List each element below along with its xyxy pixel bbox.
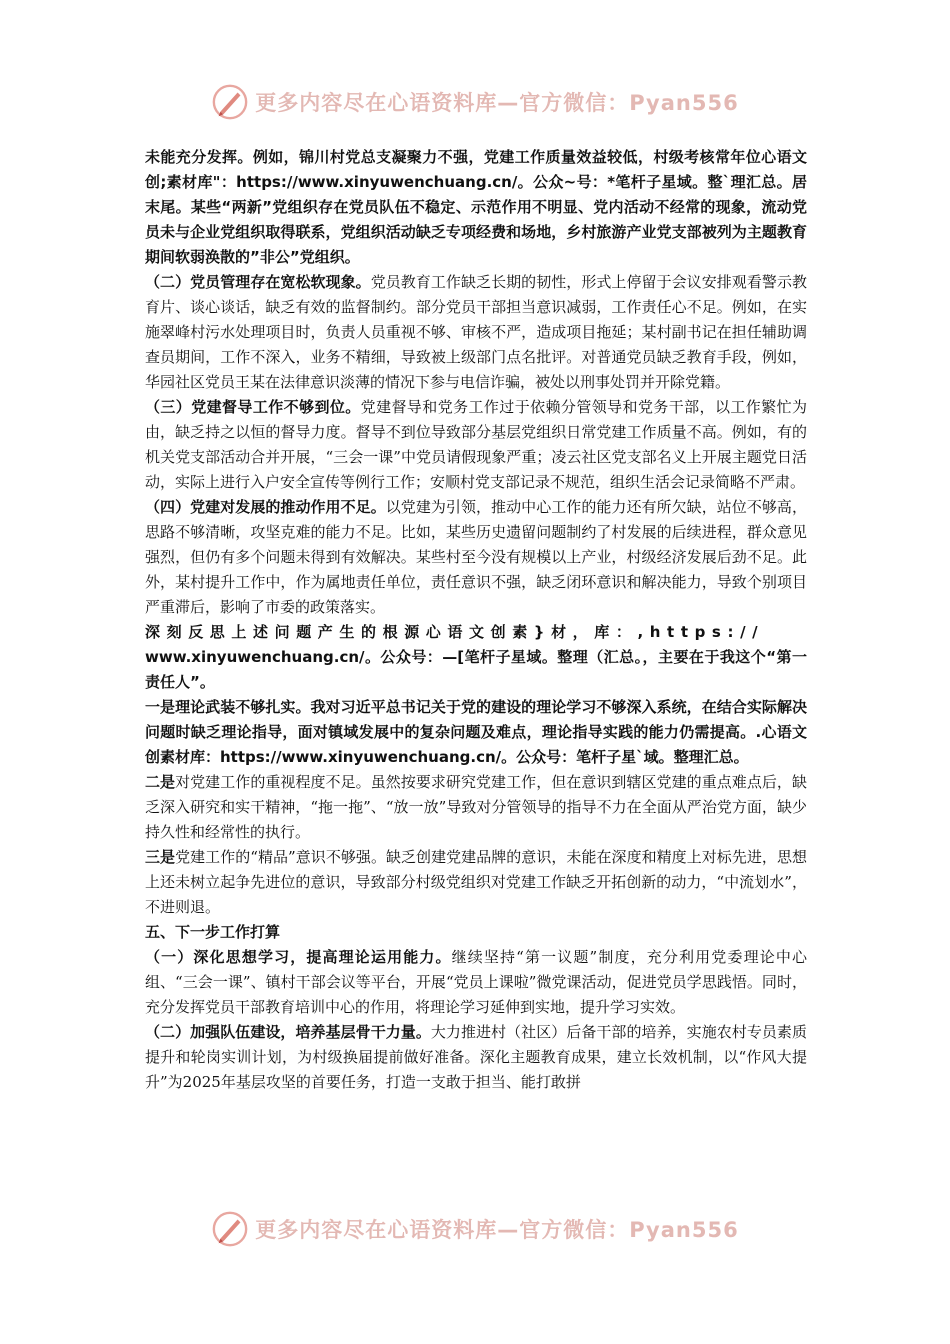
paragraph-3 [145, 395, 807, 495]
paragraph-1: 未能充分发挥。例如，锦川村党总支凝聚力不强，党建工作质量效益较低，村级考核常年位心语文创;素材库"：https://www.xinyuwenchuang.cn/。公众~号：*笔杆子星域。整`理汇总。居末尾。某些“两新”党组织存在党员队伍不稳定、示范作用不明显、党内活动不经常的现象，流动党员未与企业党组织取得联系，党组织活动缺乏专项经费和场地，乡村旅游产业党支部被列为主题教育期间软弱涣散的”非公”党组织。 [145, 148, 807, 266]
paragraph-5-rest: www.xinyuwenchuang.cn/。公众号：—[笔杆子星域。整理（汇总。，主要在于我这个“第一责任人”。 [145, 648, 807, 691]
paragraph-text: 继续坚持“第一议题”制度，充分利用党委理论中心组、“三会一课”、镇村干部会议等平台，开展“党员上课啦”微党课活动，促进党员学思践悟。同时，充分发挥党员干部教育培训中心的作用，将理论学习延伸到实地，提升学习实效。 [145, 948, 807, 1016]
section-heading: （三）党建督导工作不够到位。 [145, 398, 361, 416]
section-heading: （二）党员管理存在宽松软现象。 [145, 273, 371, 291]
document-body [145, 145, 807, 1095]
paragraph-8 [145, 845, 807, 920]
paragraph-text: 党建工作的“精品”意识不够强。缺乏创建党建品牌的意识，未能在深度和精度上对标先进，思想上还未树立起争先进位的意识，导致部分村级党组织对党建工作缺乏开拓创新的动力，“中流划水”，不进则退。 [145, 848, 807, 916]
paragraph-text: 党员教育工作缺乏长期的韧性，形式上停留于会议安排观看警示教育片、谈心谈话，缺乏有效的监督制约。部分党员干部担当意识减弱，工作责任心不足。例如，在实施翠峰村污水处理项目时，负责人员重视不够、审核不严，造成项目拖延；某村副书记在担任辅助调查员期间，工作不深入，业务不精细，导致被上级部门点名批评。对普通党员缺乏教育手段，例如，华园社区党员王某在法律意识淡薄的情况下参与电信诈骗，被处以刑事处罚并开除党籍。 [145, 273, 807, 391]
paragraph-5 [145, 620, 807, 695]
section-heading: 二是 [145, 773, 176, 791]
section-5-heading: 五、下一步工作打算 [145, 923, 281, 941]
paragraph-text: 以党建为引领，推动中心工作的能力还有所欠缺，站位不够高，思路不够清晰，攻坚克难的能力不足。比如，某些历史遗留问题制约了村发展的后续进程，群众意见强烈，但仍有多个问题未得到有效解决。某些村至今没有规模以上产业，村级经济发展后劲不足。此外，某村提升工作中，作为属地责任单位，责任意识不强，缺乏闭环意识和解决能力，导致个别项目严重滞后，影响了市委的政策落实。 [145, 498, 807, 616]
watermark-text: 更多内容尽在心语资料库—官方微信：Pyan556 [255, 91, 739, 115]
pen-logo-icon [211, 1210, 249, 1248]
section-heading: （二）加强队伍建设，培养基层骨干力量。 [145, 1023, 431, 1041]
paragraph-2 [145, 270, 807, 395]
paragraph-5-line-1: 深刻反思上述问题产生的根源心语文创素}材，库：,https:// [145, 623, 765, 641]
paragraph-6: 一是理论武装不够扎实。我对习近平总书记关于党的建设的理论学习不够深入系统，在结合实际解决问题时缺乏理论指导，面对镇域发展中的复杂问题及难点，理论指导实践的能力仍需提高。.心语文创素材库：https://www.xinyuwenchuang.cn/。公众号：笔杆子星`域。整理汇总。 [145, 698, 807, 766]
watermark-text: 更多内容尽在心语资料库—官方微信：Pyan556 [255, 1218, 739, 1242]
section-heading: （四）党建对发展的推动作用不足。 [145, 498, 386, 516]
paragraph-7 [145, 770, 807, 845]
paragraph-text: 党建督导和党务工作过于依赖分管领导和党务干部，以工作繁忙为由，缺乏持之以恒的督导力度。督导不到位导致部分基层党组织日常党建工作质量不高。例如，有的机关党支部活动合并开展，“三会一课”中党员请假现象严重；凌云社区党支部名义上开展主题党日活动，实际上进行入户安全宣传等例行工作；安顺村党支部记录不规范，组织生活会记录简略不严肃。 [145, 398, 807, 491]
header-watermark-banner [0, 80, 950, 124]
paragraph-4 [145, 495, 807, 620]
section-heading: （一）深化思想学习，提高理论运用能力。 [145, 948, 452, 966]
footer-watermark-banner [0, 1207, 950, 1251]
paragraph-10 [145, 1020, 807, 1095]
paragraph-9 [145, 945, 807, 1020]
paragraph-text: 对党建工作的重视程度不足。虽然按要求研究党建工作，但在意识到辖区党建的重点难点后，缺乏深入研究和实干精神，“拖一拖”、“放一放”导致对分管领导的指导不力在全面从严治党方面，缺少持久性和经常性的执行。 [145, 773, 807, 841]
paragraph-text: 大力推进村（社区）后备干部的培养，实施农村专员素质提升和轮岗实训计划，为村级换届提前做好准备。深化主题教育成果，建立长效机制，以“作风大提升”为2025年基层攻坚的首要任务，打造一支敢于担当、能打敢拼 [145, 1023, 807, 1091]
section-heading: 三是 [145, 848, 176, 866]
pen-logo-icon [211, 83, 249, 121]
